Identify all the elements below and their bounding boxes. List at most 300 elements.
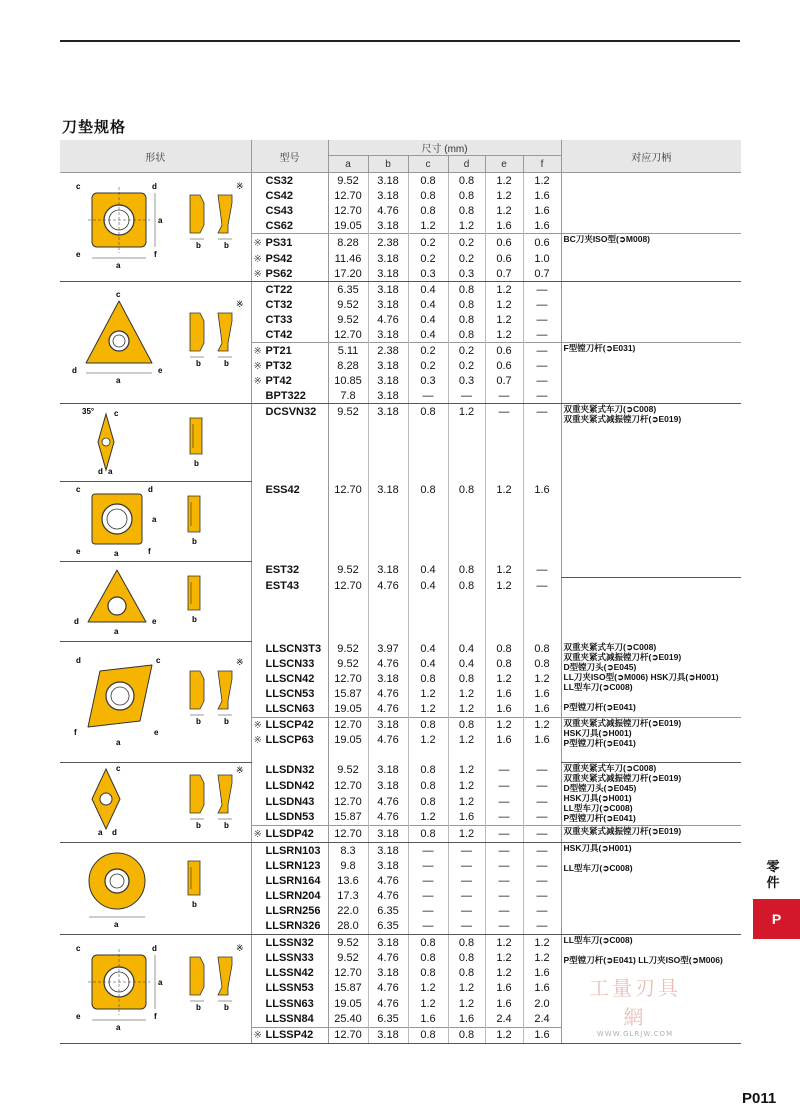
dim-f-cell: 1.6 [523, 1027, 561, 1043]
dim-d-cell: — [448, 919, 485, 935]
dim-b-cell: 4.76 [368, 312, 408, 327]
model-cell [251, 996, 328, 1011]
dim-e-cell: 1.2 [485, 327, 523, 343]
dim-e-cell: 0.7 [485, 266, 523, 282]
svg-text:b: b [196, 359, 202, 368]
holder-line [564, 853, 742, 863]
dim-b-cell: 4.76 [368, 794, 408, 810]
holder-line: HSK刀具(➲H001) [563, 793, 632, 803]
dim-f-cell: 1.6 [523, 981, 561, 996]
model-cell [251, 1027, 328, 1043]
reference-mark: ※ [253, 829, 262, 841]
svg-text:a: a [98, 828, 103, 837]
dim-c-cell: 1.2 [408, 702, 448, 718]
dim-d-cell: 0.2 [448, 234, 485, 252]
header-holder: 对应刀柄 [561, 140, 741, 173]
blank-cell [368, 748, 408, 763]
dim-f-cell: — [523, 810, 561, 826]
dim-d-cell: 0.8 [448, 312, 485, 327]
dim-c-cell: 0.8 [408, 173, 448, 189]
dim-c-cell: 0.8 [408, 482, 448, 498]
model-name: LLSRN123 [265, 859, 321, 872]
holder-line: D型镗刀头(➲E045) [563, 783, 637, 793]
dim-f-cell: 0.6 [523, 234, 561, 252]
shape-illustration [60, 935, 251, 1044]
dim-e-cell: — [485, 888, 523, 903]
blank-cell [251, 594, 328, 642]
dim-d-cell: 0.8 [448, 672, 485, 687]
dim-a-cell: 12.70 [328, 188, 368, 203]
model-name: LLSRN256 [265, 905, 321, 918]
shape-illustration [60, 482, 251, 562]
svg-text:f: f [154, 1012, 157, 1021]
holder-line: 双重夹紧式减振镗刀杆(➲E019) [563, 651, 682, 662]
dim-e-cell: — [485, 858, 523, 873]
page-number: P011 [742, 1090, 777, 1107]
model-cell [251, 642, 328, 657]
blank-cell [408, 420, 448, 482]
svg-text:b: b [196, 821, 202, 830]
reference-mark: ※ [253, 268, 262, 280]
dim-d-cell: 1.2 [448, 996, 485, 1011]
dim-a-cell: 9.52 [328, 642, 368, 657]
dim-d-cell: 0.8 [448, 935, 485, 951]
dim-f-cell: 1.6 [523, 482, 561, 498]
dim-e-cell: 0.6 [485, 358, 523, 373]
dim-a-cell: 9.52 [328, 404, 368, 420]
dim-d-cell: 0.8 [448, 173, 485, 189]
dim-e-cell: 1.2 [485, 203, 523, 218]
model-cell [251, 702, 328, 718]
model-cell [251, 482, 328, 498]
model-cell [251, 188, 328, 203]
model-name: LLSDP42 [265, 828, 314, 841]
dim-e-cell: — [485, 778, 523, 794]
dim-f-cell: — [523, 358, 561, 373]
model-cell [251, 358, 328, 373]
dim-c-cell: 0.4 [408, 327, 448, 343]
dim-b-cell: 3.18 [368, 562, 408, 578]
dim-f-cell: — [523, 297, 561, 312]
dim-e-cell: 1.2 [485, 173, 523, 189]
dim-c-cell: — [408, 888, 448, 903]
dim-f-cell: — [523, 888, 561, 903]
model-name: CS32 [265, 174, 294, 187]
model-name: LLSRN326 [265, 920, 321, 933]
dim-d-cell: 0.3 [448, 266, 485, 282]
svg-text:e: e [76, 1012, 81, 1021]
dim-e-cell: 1.2 [485, 562, 523, 578]
model-name: PT42 [265, 374, 292, 387]
dim-b-cell: 4.76 [368, 578, 408, 594]
svg-text:f: f [74, 727, 77, 737]
dim-a-cell: 25.40 [328, 1011, 368, 1027]
blank-cell [485, 498, 523, 562]
dim-e-cell: — [485, 919, 523, 935]
model-name: LLSRN164 [265, 874, 321, 887]
holder-cell [561, 763, 741, 826]
dim-a-cell: 19.05 [328, 733, 368, 748]
model-cell [251, 843, 328, 859]
model-name: LLSSN53 [265, 982, 314, 995]
model-name: LLSCN53 [265, 688, 315, 700]
holder-line: F型镗刀杆(➲E031) [563, 343, 636, 353]
dim-b-cell: 2.38 [368, 234, 408, 252]
model-cell [251, 1011, 328, 1027]
reference-mark: ※ [253, 735, 262, 746]
model-cell [251, 966, 328, 981]
dim-e-cell: — [485, 810, 523, 826]
svg-text:a: a [116, 261, 121, 270]
blank-cell [448, 420, 485, 482]
blank-cell [523, 498, 561, 562]
dim-d-cell: 1.2 [448, 826, 485, 843]
model-cell [251, 873, 328, 888]
dim-b-cell: 4.76 [368, 687, 408, 702]
dim-b-cell: 3.18 [368, 1027, 408, 1043]
dim-a-cell: 12.70 [328, 482, 368, 498]
model-cell [251, 810, 328, 826]
dim-a-cell: 22.0 [328, 904, 368, 919]
dim-c-cell: — [408, 873, 448, 888]
model-name: LLSDN32 [265, 764, 315, 777]
dim-c-cell: 0.8 [408, 794, 448, 810]
dim-a-cell: 9.52 [328, 657, 368, 672]
dim-b-cell: 6.35 [368, 1011, 408, 1027]
svg-text:b: b [196, 1003, 202, 1012]
dim-a-cell: 9.52 [328, 173, 368, 189]
blank-cell [408, 594, 448, 642]
dim-d-cell: — [448, 888, 485, 903]
dim-d-cell: — [448, 873, 485, 888]
dim-c-cell: 0.8 [408, 966, 448, 981]
dim-e-cell: 0.8 [485, 642, 523, 657]
blank-cell [523, 420, 561, 482]
dim-d-cell: 0.8 [448, 966, 485, 981]
svg-text:d: d [98, 467, 104, 476]
dim-f-cell: 0.8 [523, 642, 561, 657]
dim-c-cell: 0.8 [408, 404, 448, 420]
model-name: LLSSN32 [265, 936, 314, 949]
svg-text:f: f [148, 547, 151, 556]
holder-line: 双重夹紧式车刀(➲C008) [563, 763, 657, 773]
reference-mark: ※ [253, 237, 262, 249]
dim-f-cell: — [523, 873, 561, 888]
svg-text:b: b [224, 821, 230, 830]
svg-text:e: e [152, 617, 157, 626]
dim-f-cell: 2.4 [523, 1011, 561, 1027]
model-cell [251, 858, 328, 873]
dim-c-cell: 0.4 [408, 312, 448, 327]
blank-cell [368, 420, 408, 482]
dim-f-cell: 2.0 [523, 996, 561, 1011]
dim-f-cell: 1.6 [523, 687, 561, 702]
blank-cell [251, 498, 328, 562]
dim-a-cell: 13.6 [328, 873, 368, 888]
header-e: e [485, 156, 523, 173]
holder-line: P型镗刀杆(➲E041) [563, 813, 636, 823]
model-cell [251, 312, 328, 327]
shim-spec-table [60, 140, 741, 1044]
dim-d-cell: 1.6 [448, 810, 485, 826]
dim-e-cell: 0.8 [485, 657, 523, 672]
model-cell [251, 266, 328, 282]
model-cell [251, 234, 328, 252]
dim-a-cell: 28.0 [328, 919, 368, 935]
dim-b-cell: 3.18 [368, 297, 408, 312]
dim-f-cell: 1.2 [523, 173, 561, 189]
holder-line [564, 282, 742, 292]
dim-c-cell: — [408, 843, 448, 859]
holder-cell [561, 343, 741, 404]
holder-cell [561, 843, 741, 935]
svg-text:d: d [112, 828, 118, 837]
holder-cell [561, 173, 741, 234]
dim-b-cell: 3.18 [368, 327, 408, 343]
dim-b-cell: 3.18 [368, 778, 408, 794]
dim-f-cell: — [523, 388, 561, 404]
blank-cell [448, 594, 485, 642]
holder-cell [561, 282, 741, 343]
dim-c-cell: 0.8 [408, 950, 448, 965]
svg-text:a: a [114, 627, 119, 636]
model-name: EST43 [265, 579, 300, 592]
blank-cell [328, 748, 368, 763]
dim-e-cell: — [485, 843, 523, 859]
dim-f-cell: — [523, 843, 561, 859]
dim-f-cell: 1.6 [523, 733, 561, 748]
reference-mark: ※ [253, 345, 262, 357]
shape-illustration [60, 562, 251, 642]
dim-e-cell: 1.2 [485, 282, 523, 298]
dim-c-cell: 0.2 [408, 343, 448, 359]
dim-b-cell: 3.18 [368, 482, 408, 498]
svg-text:a: a [114, 920, 119, 929]
dim-b-cell: 4.76 [368, 873, 408, 888]
shape-illustration [60, 173, 251, 282]
dim-c-cell: 0.4 [408, 562, 448, 578]
dim-b-cell: 4.76 [368, 996, 408, 1011]
dim-c-cell: 1.6 [408, 1011, 448, 1027]
model-name: CT32 [265, 298, 293, 311]
dim-d-cell: 0.4 [448, 657, 485, 672]
dim-f-cell: — [523, 763, 561, 779]
svg-text:c: c [76, 485, 81, 494]
model-name: LLSCN63 [265, 703, 315, 715]
dim-a-cell: 10.85 [328, 373, 368, 388]
dim-d-cell: 1.2 [448, 778, 485, 794]
dim-c-cell: 0.4 [408, 642, 448, 657]
dim-e-cell: 1.6 [485, 996, 523, 1011]
svg-text:d: d [76, 655, 82, 665]
model-cell [251, 935, 328, 951]
dim-d-cell: 0.8 [448, 717, 485, 733]
dim-f-cell: 1.6 [523, 203, 561, 218]
dim-b-cell: 3.18 [368, 858, 408, 873]
dim-a-cell: 12.70 [328, 1027, 368, 1043]
dim-a-cell: 7.8 [328, 388, 368, 404]
dim-c-cell: 1.2 [408, 996, 448, 1011]
model-name: LLSCN42 [265, 673, 315, 685]
dim-b-cell: 3.18 [368, 966, 408, 981]
model-name: LLSSN42 [265, 967, 314, 980]
dim-c-cell: 1.2 [408, 218, 448, 234]
dim-b-cell: 3.18 [368, 826, 408, 843]
dim-c-cell: 0.8 [408, 763, 448, 779]
reference-mark: ※ [253, 375, 262, 387]
dim-b-cell: 4.76 [368, 981, 408, 996]
dim-b-cell: 3.18 [368, 218, 408, 234]
svg-text:b: b [194, 459, 200, 468]
dim-d-cell: — [448, 858, 485, 873]
model-name: LLSRN103 [265, 844, 321, 857]
dim-b-cell: 4.76 [368, 203, 408, 218]
svg-text:a: a [116, 376, 121, 385]
dim-a-cell: 15.87 [328, 687, 368, 702]
dim-f-cell: — [523, 919, 561, 935]
model-cell [251, 981, 328, 996]
dim-e-cell: 0.7 [485, 373, 523, 388]
svg-text:※: ※ [236, 765, 244, 775]
svg-text:※: ※ [236, 656, 244, 667]
dim-a-cell: 9.52 [328, 763, 368, 779]
blank-cell [523, 748, 561, 763]
dim-c-cell: — [408, 388, 448, 404]
model-name: LLSRN204 [265, 890, 321, 903]
blank-cell [328, 420, 368, 482]
dim-b-cell: 4.76 [368, 657, 408, 672]
dim-e-cell: 1.2 [485, 672, 523, 687]
reference-mark: ※ [253, 253, 262, 265]
dim-d-cell: 0.8 [448, 1027, 485, 1043]
dim-c-cell: 1.2 [408, 810, 448, 826]
blank-cell [251, 748, 328, 763]
model-cell [251, 388, 328, 404]
model-name: LLSDN42 [265, 780, 315, 793]
dim-e-cell: — [485, 794, 523, 810]
dim-d-cell: 0.4 [448, 642, 485, 657]
dim-e-cell: — [485, 904, 523, 919]
dim-f-cell: 1.2 [523, 717, 561, 733]
dim-e-cell: 1.6 [485, 687, 523, 702]
dim-a-cell: 8.28 [328, 234, 368, 252]
dim-e-cell: 1.6 [485, 733, 523, 748]
dim-f-cell: — [523, 904, 561, 919]
svg-text:a: a [158, 216, 163, 225]
blank-cell [328, 498, 368, 562]
dim-d-cell: 1.2 [448, 687, 485, 702]
dim-c-cell: 0.8 [408, 935, 448, 951]
dim-c-cell: 1.2 [408, 687, 448, 702]
dim-a-cell: 12.70 [328, 826, 368, 843]
dim-b-cell: 3.18 [368, 266, 408, 282]
shape-illustration [60, 763, 251, 843]
dim-f-cell: — [523, 327, 561, 343]
svg-text:b: b [224, 1003, 230, 1012]
model-name: PT32 [265, 359, 292, 372]
model-name: LLSCP63 [265, 734, 314, 746]
header-shape: 形状 [60, 140, 251, 173]
header-model: 型号 [251, 140, 328, 173]
dim-f-cell: 1.2 [523, 950, 561, 965]
model-name: ESS42 [265, 483, 300, 496]
model-cell [251, 297, 328, 312]
dim-f-cell: — [523, 858, 561, 873]
dim-f-cell: 1.6 [523, 188, 561, 203]
model-name: LLSDN53 [265, 811, 315, 824]
dim-f-cell: — [523, 404, 561, 420]
blank-cell [328, 594, 368, 642]
svg-text:d: d [74, 617, 80, 626]
dim-a-cell: 15.87 [328, 810, 368, 826]
dim-a-cell: 19.05 [328, 218, 368, 234]
model-cell [251, 657, 328, 672]
model-name: CT42 [265, 328, 293, 341]
model-cell [251, 717, 328, 733]
dim-a-cell: 9.52 [328, 562, 368, 578]
watermark [580, 972, 690, 1038]
dim-d-cell: 1.2 [448, 218, 485, 234]
svg-text:d: d [72, 366, 78, 375]
holder-line: 双重夹紧式减振镗刀杆(➲E019) [563, 414, 682, 424]
dim-e-cell: 1.2 [485, 297, 523, 312]
dim-a-cell: 12.70 [328, 203, 368, 218]
svg-text:b: b [192, 900, 198, 909]
dim-b-cell: 6.35 [368, 919, 408, 935]
dim-c-cell: 1.2 [408, 733, 448, 748]
dim-f-cell: 0.8 [523, 657, 561, 672]
model-name: LLSCP42 [265, 719, 314, 731]
dim-b-cell: 3.18 [368, 672, 408, 687]
dim-e-cell: 1.2 [485, 935, 523, 951]
dim-e-cell: 1.2 [485, 578, 523, 594]
dim-c-cell: 0.8 [408, 826, 448, 843]
dim-f-cell: 1.2 [523, 935, 561, 951]
dim-e-cell: 1.2 [485, 188, 523, 203]
blank-cell [368, 498, 408, 562]
svg-text:※: ※ [236, 181, 244, 191]
model-cell [251, 218, 328, 234]
dim-c-cell: 0.8 [408, 717, 448, 733]
holder-line: LL型车刀(➲C008) [563, 803, 633, 813]
dim-d-cell: 0.3 [448, 373, 485, 388]
section-tab-p[interactable]: P [753, 899, 800, 939]
side-label: 零件 [766, 860, 780, 891]
dim-a-cell: 12.70 [328, 966, 368, 981]
dim-b-cell: 3.18 [368, 251, 408, 266]
holder-line: LL刀夹ISO型(➲M006) HSK刀具(➲H001) [563, 671, 719, 682]
dim-d-cell: 1.2 [448, 981, 485, 996]
svg-text:c: c [114, 409, 119, 418]
model-cell [251, 919, 328, 935]
holder-line: 双重夹紧式减振镗刀杆(➲E019) [563, 773, 682, 783]
blank-cell [523, 594, 561, 642]
dim-d-cell: — [448, 388, 485, 404]
shape-illustration [60, 843, 251, 935]
dim-f-cell: 0.7 [523, 266, 561, 282]
svg-text:e: e [154, 727, 159, 737]
model-cell [251, 794, 328, 810]
top-rule [60, 40, 740, 42]
dim-e-cell: — [485, 763, 523, 779]
holder-line: LL型车刀(➲C008) [563, 935, 633, 945]
dim-c-cell: 0.3 [408, 373, 448, 388]
dim-d-cell: — [448, 843, 485, 859]
dim-e-cell: — [485, 873, 523, 888]
dim-a-cell: 9.52 [328, 950, 368, 965]
dim-a-cell: 12.70 [328, 794, 368, 810]
dim-e-cell: 1.6 [485, 981, 523, 996]
